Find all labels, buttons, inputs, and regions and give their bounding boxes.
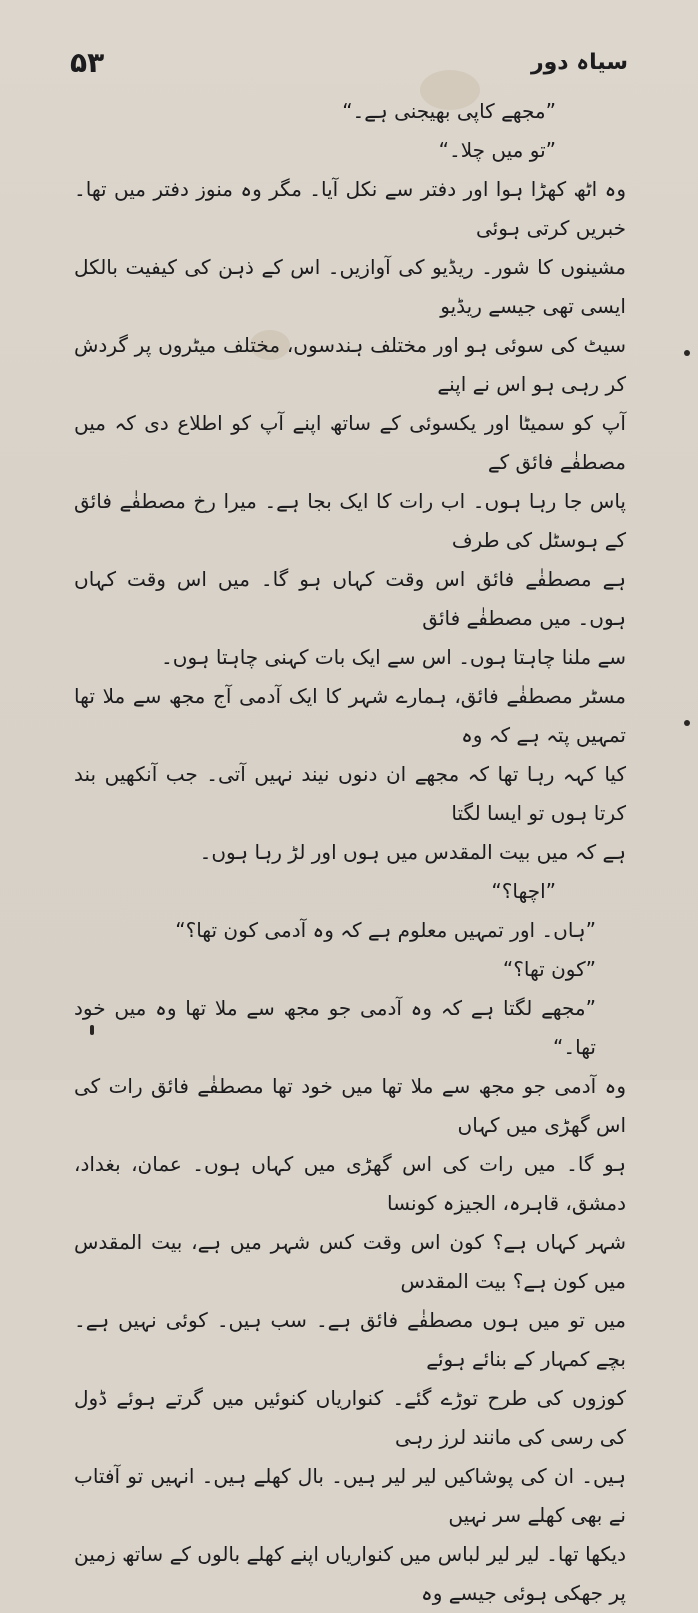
dialogue-line: ”کون تھا؟“ <box>502 957 596 981</box>
dialogue-line: ”مجھے لگتا ہے کہ وہ آدمی جو مجھ سے ملا تھا وہ میں خود تھا۔“ <box>74 996 596 1059</box>
text-line: سے ملنا چاہتا ہوں۔ اس سے ایک بات کہنی چاہتا ہوں۔ <box>161 645 626 669</box>
page-header <box>70 44 628 84</box>
text-line: کیا کہہ رہا تھا کہ مجھے ان دنوں نیند نہیں آتی۔ جب آنکھیں بند کرتا ہوں تو ایسا لگتا <box>74 762 626 825</box>
text-line: وہ آدمی جو مجھ سے ملا تھا میں خود تھا مصطفٰے فائق رات کی اس گھڑی میں کہاں <box>74 1074 626 1137</box>
text-line: آپ کو سمیٹا اور یکسوئی کے ساتھ اپنے آپ کو اطلاع دی کہ میں مصطفٰے فائق کے <box>74 411 626 474</box>
text-line: ہے کہ میں بیت المقدس میں ہوں اور لڑ رہا ہوں۔ <box>199 840 626 864</box>
text-line: ہیں۔ ان کی پوشاکیں لیر لیر ہیں۔ بال کھلے ہیں۔ انہیں تو آفتاب نے بھی کھلے سر نہیں <box>74 1464 626 1527</box>
text-line: کوزوں کی طرح توڑے گئے۔ کنواریاں کنوئیں میں گرتے ہوئے ڈول کی رسی کی مانند لرز رہی <box>74 1386 626 1449</box>
text-line: شہر کہاں ہے؟ کون اس وقت کس شہر میں ہے، بیت المقدس میں کون ہے؟ بیت المقدس <box>74 1230 626 1293</box>
text-line: مسٹر مصطفٰے فائق، ہمارے شہر کا ایک آدمی آج مجھ سے ملا تھا تمہیں پتہ ہے کہ وہ <box>74 684 626 747</box>
text-line: وہ اٹھ کھڑا ہوا اور دفتر سے نکل آیا۔ مگر وہ منوز دفتر میں تھا۔ خبریں کرتی ہوئی <box>74 177 626 240</box>
dialogue-line: ”تو میں چلا۔“ <box>438 138 556 162</box>
dialogue-line: ”اچھا؟“ <box>491 879 556 903</box>
page-number: ۵۳ <box>70 46 105 79</box>
body-text <box>74 92 626 1613</box>
margin-mark <box>684 350 690 356</box>
text-line: پاس جا رہا ہوں۔ اب رات کا ایک بجا ہے۔ میرا رخ مصطفٰے فائق کے ہوسٹل کی طرف <box>74 489 626 552</box>
dialogue-line: ”ہاں۔ اور تمہیں معلوم ہے کہ وہ آدمی کون تھا؟“ <box>175 918 596 942</box>
dialogue-line: ”مجھے کاپی بھیجنی ہے۔“ <box>342 99 556 123</box>
text-line: ہے مصطفٰے فائق اس وقت کہاں ہو گا۔ میں اس وقت کہاں ہوں۔ میں مصطفٰے فائق <box>74 567 626 630</box>
text-line: ہو گا۔ میں رات کی اس گھڑی میں کہاں ہوں۔ عمان، بغداد، دمشق، قاہرہ، الجیزہ کونسا <box>74 1152 626 1215</box>
running-title: سیاہ دور <box>530 50 628 75</box>
text-line: مشینوں کا شور۔ ریڈیو کی آوازیں۔ اس کے ذہن کی کیفیت بالکل ایسی تھی جیسے ریڈیو <box>74 255 626 318</box>
margin-mark <box>684 720 690 726</box>
text-line: سیٹ کی سوئی ہو اور مختلف ہندسوں، مختلف میٹروں پر گردش کر رہی ہو اس نے اپنے <box>74 333 626 396</box>
text-line: دیکھا تھا۔ لیر لیر لباس میں کنواریاں اپنے کھلے بالوں کے ساتھ زمین پر جھکی ہوئی جیسے وہ <box>74 1542 626 1605</box>
text-line: میں تو میں ہوں مصطفٰے فائق ہے۔ سب ہیں۔ کوئی نہیں ہے۔ بچے کمہار کے بنائے ہوئے <box>74 1308 626 1371</box>
